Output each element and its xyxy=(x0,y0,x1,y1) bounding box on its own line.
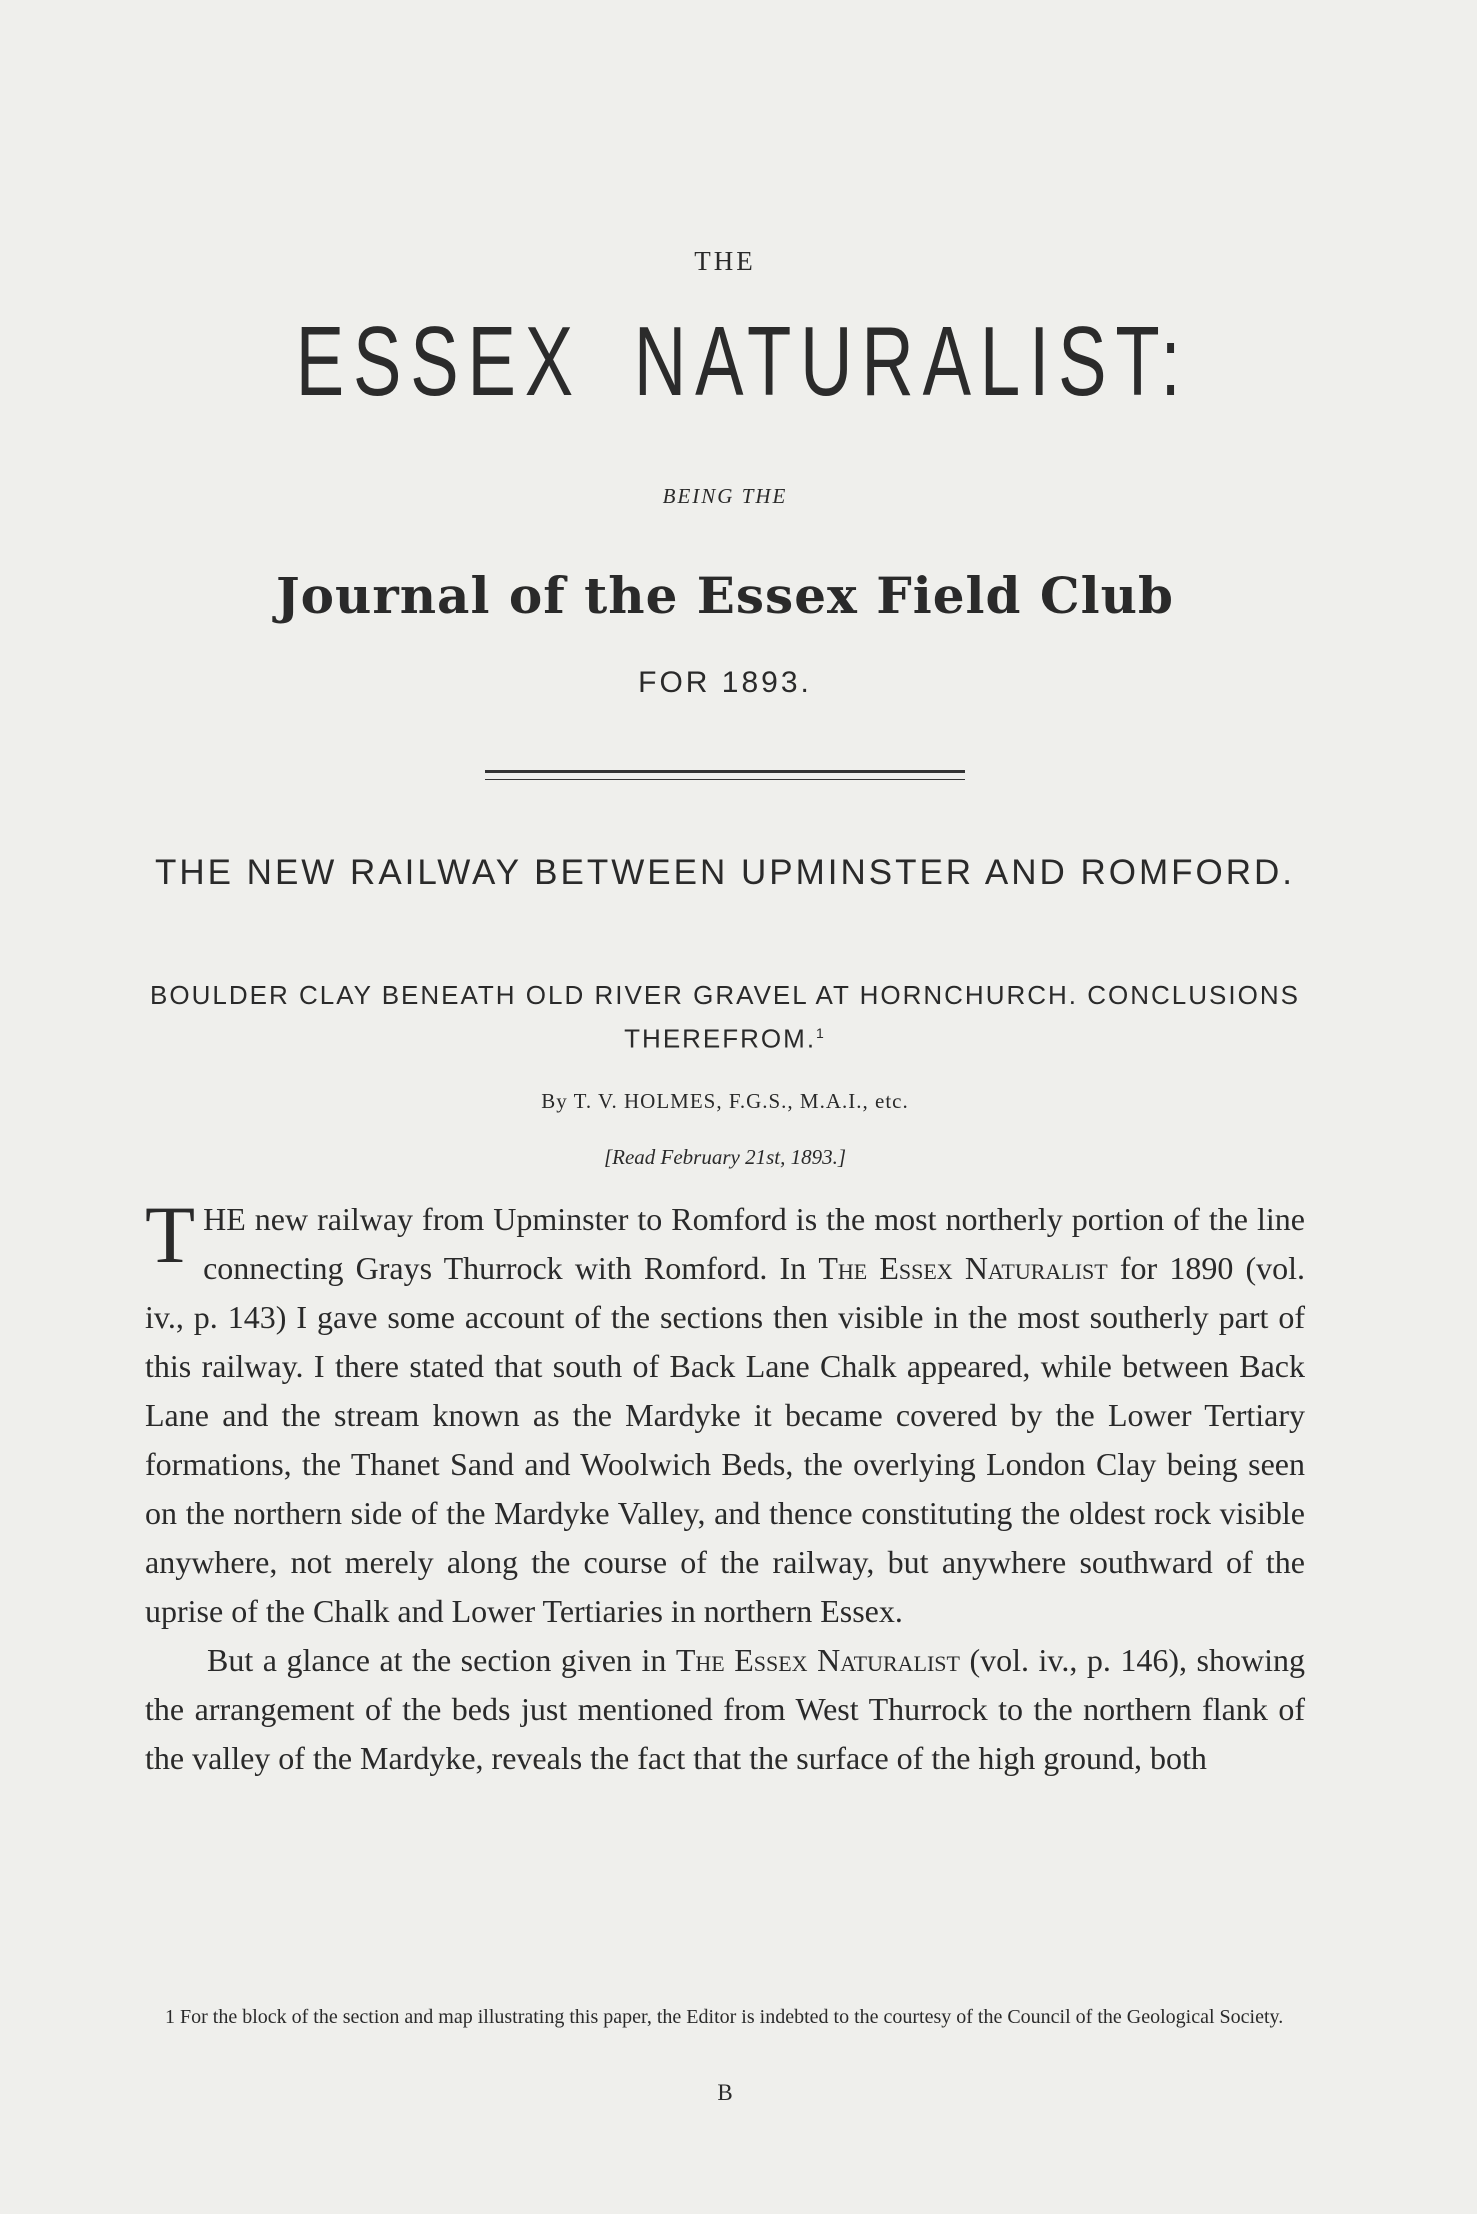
footnote-text: For the block of the section and map illustrating this paper, the Editor is indebted to the courtesy of the Council of the Geological Society. xyxy=(175,2006,1284,2028)
paragraph-1-part-a: HE new railway from Upminster to Romford is the most northerly portion of the line connecting Grays Thurrock with Romford. In xyxy=(203,1201,1305,1286)
article-subtitle xyxy=(145,976,1305,1058)
article-title: THE NEW RAILWAY BETWEEN UPMINSTER AND ROMFORD. xyxy=(154,853,1296,892)
double-rule-top xyxy=(485,770,965,773)
paragraph-1-part-b: for 1890 (vol. iv., p. 143) I gave some account of the sections then visible in the most southerly part of this railway. I there stated that south of Back Lane Chalk appeared, while between Back Lane and the stream known as the Mardyke it became covered by the Lower Tertiary formations, the Thanet Sand and Woolwich Beds, the overlying London Clay being seen on the northern side of the Mardyke Valley, and thence constituting the oldest rock visible anywhere, not merely along the course of the railway, but anywhere southward of the uprise of the Chalk and Lower Tertiaries in northern Essex. xyxy=(145,1250,1305,1629)
paragraph-1-journal-name: The Essex Naturalist xyxy=(818,1250,1108,1286)
paragraph-2-journal-name: The Essex Naturalist xyxy=(675,1642,960,1678)
footnote-reference: 1 xyxy=(816,1025,826,1041)
footnote xyxy=(145,2002,1305,2032)
masthead-title xyxy=(295,306,1190,416)
paragraph-1 xyxy=(145,1189,1305,1636)
page xyxy=(145,0,1305,2214)
masthead-title-word2: NATURALIST: xyxy=(633,306,1190,416)
journal-name: Journal of the Essex Field Club xyxy=(276,566,1174,625)
article-body xyxy=(145,1189,1305,1783)
double-rule-bottom xyxy=(485,779,965,780)
paragraph-2 xyxy=(145,1636,1305,1783)
paragraph-2-part-b: (vol. iv., p. 146), showing the arrangement of the beds just mentioned from West Thurrock to the northern flank of the valley of the Mardyke, reveals the fact that the surface of the high ground, both xyxy=(145,1642,1305,1776)
masthead-the: THE xyxy=(694,246,756,276)
footnote-mark: 1 xyxy=(165,2006,175,2028)
signature-mark: B xyxy=(717,2080,733,2105)
drop-cap: T xyxy=(145,1189,196,1280)
paragraph-2-part-a: But a glance at the section given in xyxy=(207,1642,676,1678)
journal-year: FOR 1893. xyxy=(638,666,812,699)
masthead-being-the: BEING THE xyxy=(662,484,788,508)
masthead-title-word1: ESSEX xyxy=(295,306,583,416)
article-byline: By T. V. HOLMES, F.G.S., M.A.I., etc. xyxy=(541,1089,909,1113)
article-subtitle-text: BOULDER CLAY BENEATH OLD RIVER GRAVEL AT HORNCHURCH. CONCLUSIONS THEREFROM. xyxy=(150,980,1300,1054)
article-read-date: [Read February 21st, 1893.] xyxy=(603,1145,847,1169)
